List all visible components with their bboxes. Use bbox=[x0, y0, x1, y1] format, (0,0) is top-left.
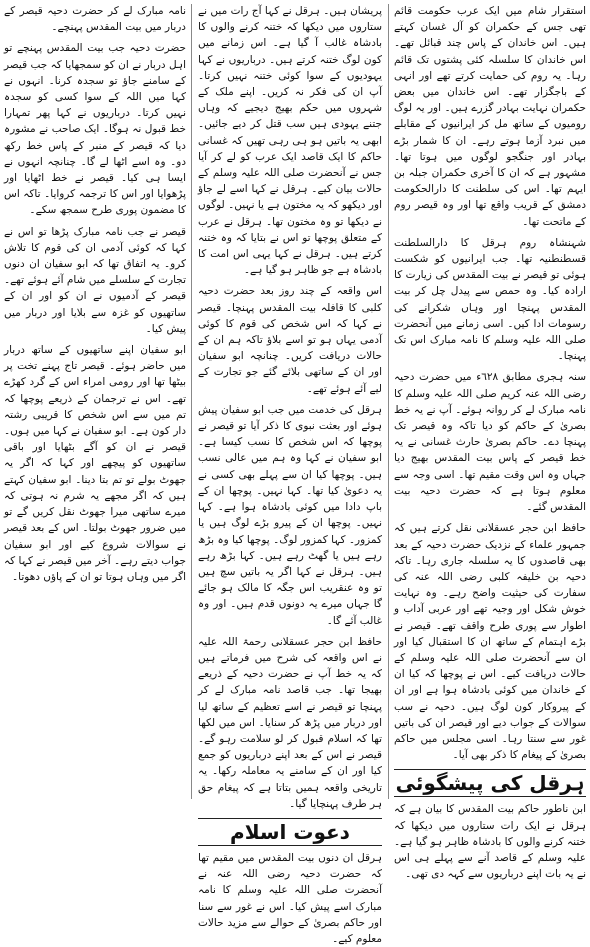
section-headline-invitation: دعوت اسلام bbox=[198, 818, 382, 846]
article-paragraph: حضرت دحیہ جب بیت المقدس پہنچے تو اہل دربار نے ان کو سمجھایا کہ جب قیصر کے سامنے جاؤ تو سجدہ کرنا۔ انہوں نے کہا میں اللہ کے سوا کسی کو سجدہ نہیں کرتا۔ درباریوں نے کہا پھر تمہارا خط قبول نہ ہوگا۔ ایک صاحب نے مشورہ دیا کہ قیصر کے منبر کے پاس خط رکھ دو۔ وہ اسے اٹھا لے گا۔ چنانچہ انہوں نے ایسا ہی کیا۔ قیصر نے خط اٹھایا اور پڑھوایا اور اس کا ترجمہ کروایا۔ تاکہ اس کا مضمون پوری طرح سمجھ سکے۔ bbox=[4, 42, 186, 217]
column-divider bbox=[191, 4, 192, 799]
article-paragraph: استقرار شام میں ایک عرب حکومت قائم تھی جس کے حکمران کو آل غسان کہتے ہیں۔ اس خاندان کے پاس چند قبائل تھے۔ اس خاندان کا سلسلہ کئی پشتوں تک قائم رہا۔ یہ روم کی حمایت کرتے تھے اور انہی کے باجگزار تھے۔ اس خاندان میں بعض حکمران نہایت بہادر گزرے ہیں۔ اور یہ لوگ رومیوں کے ساتھ مل کر ایرانیوں کے مقابلے میں نبرد آزما ہوتے رہے۔ ان کا شمار بڑے بہادر اور جنگجو لوگوں میں ہوتا تھا۔ مشہور ہے کہ ان کا آخری حکمران جبلہ بن ایہم تھا۔ اس کی سلطنت کا دارالحکومت دمشق کے قریب واقع تھا اور وہ قیصر روم کے ماتحت تھا۔ bbox=[394, 5, 586, 228]
section-headline-prophecy: ہرقل کی پیشگوئی bbox=[395, 771, 585, 796]
article-paragraph: حافظ ابن حجر عسقلانی رحمۃ اللہ علیہ نے اس واقعہ کی شرح میں فرماتے ہیں کہ یہ خط آپ نے حضرت دحیہ کے ذریعے بھیجا تھا۔ جب قاصد نامہ مبارک لے کر پہنچا تو قیصر نے اسے تعظیم کے ساتھ لیا اور دربار میں پڑھ کر سنایا۔ اس میں لکھا تھا کہ اسلام قبول کر لو سلامت رہو گے۔ قیصر نے اس کے بعد اپنے درباریوں کو جمع کیا اور ان کے سامنے یہ معاملہ رکھا۔ یہ تاریخی واقعہ ہمیں بتاتا ہے کہ پیغام حق ہر طرف پہنچایا گیا۔ bbox=[198, 635, 382, 810]
column-divider bbox=[388, 4, 389, 799]
article-paragraph: پریشان ہیں۔ ہرقل نے کہا آج رات میں نے ستاروں میں دیکھا کہ ختنہ کرنے والوں کا بادشاہ غالب آ گیا ہے۔ اس زمانے میں کون لوگ ختنہ کرتے ہیں۔ درباریوں نے کہا یہودیوں کے سوا کوئی ختنہ نہیں کرتا۔ آپ ان کی فکر نہ کریں۔ اپنے ملک کے شہروں میں حکم بھیج دیجیے کہ وہاں جتنے یہودی ہیں سب قتل کر دیے جائیں۔ ابھی یہ باتیں ہو ہی رہی تھیں کہ غسانی حاکم کا ایک قاصد ایک عرب کو لے کر آیا جس نے آنحضرت صلی اللہ علیہ وسلم کے حالات بیان کیے۔ ہرقل نے کہا اسے لے جاؤ اور دیکھو کہ یہ مختون ہے یا نہیں۔ لوگوں نے دیکھا تو وہ مختون تھا۔ ہرقل نے عرب کے متعلق پوچھا تو اس نے بتایا کہ وہ ختنہ کرتے ہیں۔ ہرقل نے کہا یہی اس امت کا بادشاہ ہے جو ظاہر ہو گیا ہے۔ bbox=[198, 5, 382, 277]
middle-column bbox=[194, 0, 386, 945]
article-paragraph: ابن ناطور حاکم بیت المقدس کا بیان ہے کہ ہرقل نے ایک رات ستاروں میں دیکھا کہ ختنہ کرنے والوں کا بادشاہ ظاہر ہو گیا ہے۔ علیہ وسلم کے قاصد آنے سے پہلے ہی اس نے یہ بات اپنے درباریوں سے کہہ دی تھی۔ bbox=[394, 803, 586, 881]
right-column bbox=[390, 0, 590, 881]
article-paragraph: شہنشاہ روم ہرقل کا دارالسلطنت قسطنطنیہ تھا۔ جب ایرانیوں کو شکست ہوئی تو قیصر نے بیت المقدس کی زیارت کا ارادہ کیا۔ وہ حمص سے پیدل چل کر بیت المقدس پہنچا اور وہاں شکرانے کی رسومات ادا کیں۔ اسی زمانے میں آنحضرت صلی اللہ علیہ وسلم کا نامہ مبارک اس تک پہنچا۔ bbox=[394, 236, 586, 363]
article-paragraph: ہرقل کی خدمت میں جب ابو سفیان پیش ہوئے اور بعثت نبوی کا ذکر آیا تو قیصر نے پوچھا کہ اس شخص کا نسب کیسا ہے۔ ابو سفیان نے کہا وہ ہم میں عالی نسب ہیں۔ پوچھا کیا ان سے پہلے بھی کسی نے یہ دعویٰ کیا تھا۔ کہا نہیں۔ پوچھا ان کے باپ دادا میں کوئی بادشاہ ہوا ہے۔ کہا نہیں۔ پوچھا ان کے پیرو بڑے لوگ ہیں یا کمزور۔ کہا کمزور لوگ۔ پوچھا کیا وہ بڑھ رہے ہیں یا گھٹ رہے ہیں۔ کہا بڑھ رہے ہیں۔ ہرقل نے کہا اگر یہ باتیں سچ ہیں تو وہ عنقریب اس جگہ کا مالک ہو جائے گا جہاں میرے یہ دونوں قدم ہیں۔ اور وہ غالب آئے گا۔ bbox=[198, 403, 382, 627]
article-paragraph: حافظ ابن حجر عسقلانی نقل کرتے ہیں کہ جمہور علماء کے نزدیک حضرت دحیہ کے بعد بھی قاصدوں کا یہ سلسلہ جاری رہا۔ تاکہ دحیہ بن خلیفہ کلبی رضی اللہ عنہ کی سفارت کی حیثیت واضح رہے۔ وہ نہایت خوش شکل اور وجیہ تھے اور عربی آداب و اطوار سے پوری طرح واقف تھے۔ قیصر نے بڑے اہتمام کے ساتھ ان کا استقبال کیا اور ان سے آنحضرت صلی اللہ علیہ وسلم کے حالات دریافت کیے۔ اس نے پوچھا کہ کیا ان کے خاندان میں کوئی بادشاہ ہوا ہے اور ان کے پیروکار کون لوگ ہیں۔ دحیہ نے سب سوالات کے جواب دیے اور قیصر ان کی باتیں غور سے سنتا رہا۔ اسی مجلس میں حاکم بصریٰ کے پیغام کا ذکر بھی آیا۔ bbox=[394, 522, 586, 762]
article-paragraph: ہرقل ان دنوں بیت المقدس میں مقیم تھا کہ حضرت دحیہ رضی اللہ عنہ نے آنحضرت صلی اللہ علیہ وسلم کا نامہ مبارک اسے پیش کیا۔ اس نے غور سے سنا اور حاکم بصریٰ کے حوالے سے مزید حالات معلوم کیے۔ bbox=[198, 851, 382, 945]
article-paragraph: قیصر نے جب نامہ مبارک پڑھا تو اس نے کہا کہ کوئی آدمی ان کی قوم کا تلاش کرو۔ یہ اتفاق تھا کہ ابو سفیان ان دنوں تجارت کے سلسلے میں شام آئے ہوئے تھے۔ قیصر کے آدمیوں نے ان کو اور ان کے ساتھیوں کو غزہ سے بلایا اور دربار میں پیش کیا۔ bbox=[4, 225, 186, 335]
left-column bbox=[0, 0, 190, 803]
article-paragraph: سنہ ہجری مطابق ٦٢٨ء میں حضرت دحیہ رضی اللہ عنہ کریم صلی اللہ علیہ وسلم کا نامہ مبارک لے کر روانہ ہوئے۔ آپ نے یہ خط بصریٰ کے حاکم کو دیا تاکہ وہ قیصر تک پہنچا دے۔ حاکم بصریٰ حارث غسانی نے یہ خط قیصر کے پاس بیت المقدس بھیج دیا جہاں وہ اس وقت مقیم تھا۔ اسی وجہ سے معلوم ہوتا ہے کہ حضرت دحیہ بیت المقدس گئے۔ bbox=[394, 371, 586, 514]
article-paragraph: اس واقعہ کے چند روز بعد حضرت دحیہ کلبی کا قافلہ بیت المقدس پہنچا۔ قیصر نے کہا کہ اس شخص کی قوم کا کوئی آدمی یہاں ہو تو اسے بلاؤ تاکہ ہم ان کے حالات دریافت کریں۔ چنانچہ ابو سفیان اور ان کے ساتھی بلائے گئے جو تجارت کے لیے آئے ہوئے تھے۔ bbox=[198, 285, 382, 395]
article-paragraph: نامہ مبارک لے کر حضرت دحیہ قیصر کے دربار میں بیت المقدس پہنچے۔ bbox=[4, 5, 186, 34]
article-paragraph: ابو سفیان اپنے ساتھیوں کے ساتھ دربار میں حاضر ہوئے۔ قیصر تاج پہنے تخت پر بیٹھا تھا اور رومی امراء اس کے گرد کھڑے تھے۔ اس نے ترجمان کے ذریعے پوچھا کہ تم میں سے اس شخص کا قریبی رشتہ دار کون ہے۔ ابو سفیان نے کہا میں ہوں۔ قیصر نے ان کو آگے بٹھایا اور باقی ساتھیوں کو پیچھے اور کہا کہ اگر یہ جھوٹ بولے تو تم بتا دینا۔ ابو سفیان کہتے ہیں کہ اگر مجھے یہ شرم نہ ہوتی کہ میرے ساتھی میرا جھوٹ نقل کریں گے تو میں ضرور جھوٹ بولتا۔ اس کے بعد قیصر نے سوالات شروع کیے اور ابو سفیان جواب دیتے رہے۔ آخر میں قیصر نے کہا کہ اگر میں وہاں ہوتا تو ان کے پاؤں دھوتا۔ bbox=[4, 344, 186, 583]
